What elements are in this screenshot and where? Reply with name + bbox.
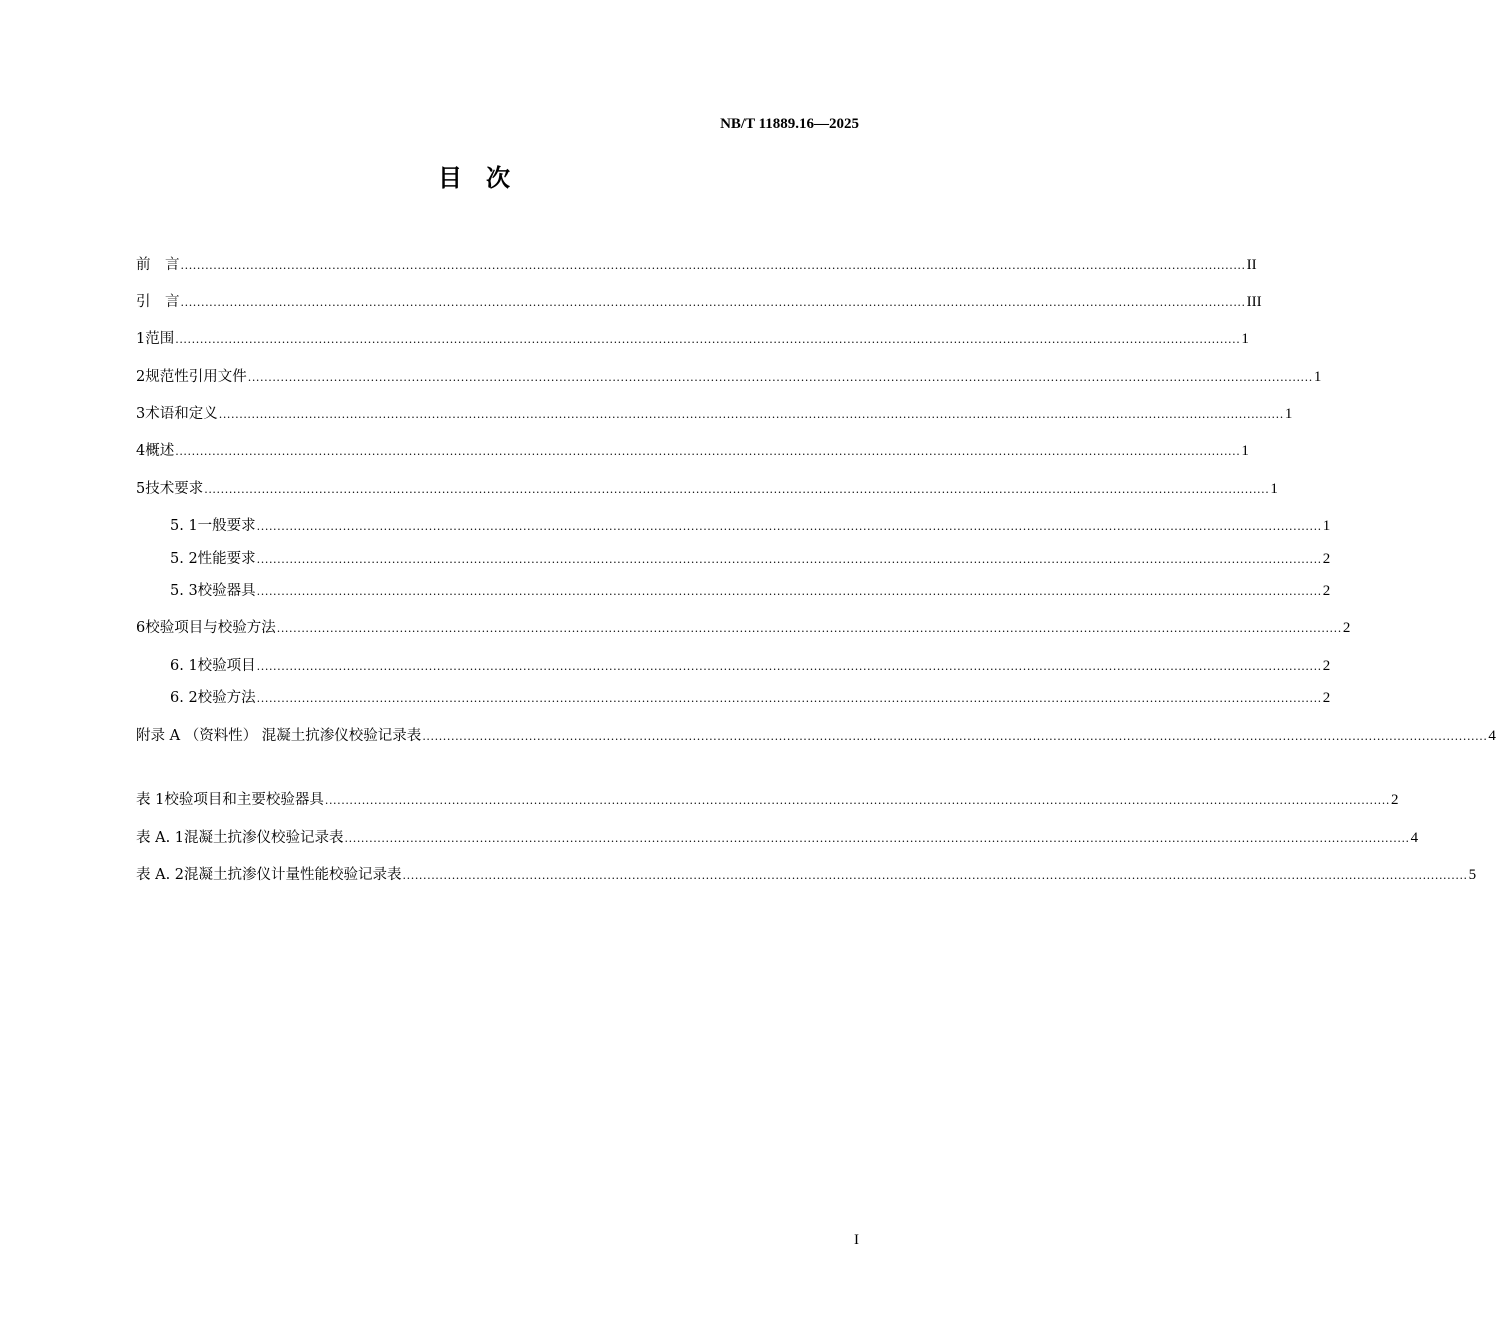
toc-leader: ....................................................................................................................................................................................................................................................................: [256, 520, 1322, 533]
toc-number: 表 A. 2: [136, 867, 185, 883]
toc-label: 概述: [145, 443, 175, 459]
toc-leader: ....................................................................................................................................................................................................................................................................: [180, 259, 1246, 272]
toc-label: 一般要求: [197, 518, 256, 534]
toc-entry-calibration-items[interactable]: [170, 655, 1331, 677]
toc-number: 5. 1: [170, 518, 198, 534]
toc-entry-general-requirements[interactable]: [170, 515, 1331, 537]
toc-label: 附录 A （资料性） 混凝土抗渗仪校验记录表: [136, 728, 422, 744]
toc-leader: ....................................................................................................................................................................................................................................................................: [422, 730, 1488, 743]
toc-number: 5. 3: [170, 583, 198, 599]
toc-leader: ....................................................................................................................................................................................................................................................................: [256, 692, 1322, 705]
toc-entry-normative-references[interactable]: [136, 366, 1322, 388]
toc-entry-performance-requirements[interactable]: [170, 548, 1331, 570]
toc-page: 4: [1410, 830, 1419, 846]
toc-leader: ....................................................................................................................................................................................................................................................................: [256, 553, 1322, 566]
toc-entry-technical-requirements[interactable]: [136, 478, 1278, 500]
toc-entry-calibration-items-methods[interactable]: [136, 617, 1351, 639]
page-number: I: [854, 1232, 859, 1248]
toc-page: 2: [1342, 620, 1351, 636]
toc-leader: ....................................................................................................................................................................................................................................................................: [256, 660, 1322, 673]
toc-page: 4: [1488, 728, 1496, 744]
toc-entry-appendix-a[interactable]: [136, 725, 1496, 747]
toc-entry-calibration-methods[interactable]: [170, 687, 1331, 709]
toc-entry-table-a2[interactable]: [136, 864, 1477, 886]
toc-label: 术语和定义: [145, 406, 218, 422]
toc-page: 1: [1270, 481, 1278, 497]
toc-number: 2: [136, 369, 146, 385]
toc-entry-table-1[interactable]: [136, 789, 1399, 811]
title-part-2: 次: [486, 164, 512, 192]
toc-number: 5. 2: [170, 551, 198, 567]
toc-page: 1: [1322, 518, 1331, 534]
toc-page: 1: [1241, 443, 1249, 459]
toc-label: 性能要求: [197, 551, 256, 567]
toc-number: 6: [136, 620, 146, 636]
toc-entry-terms[interactable]: [136, 403, 1293, 425]
toc-label: 校验器具: [197, 583, 256, 599]
toc-number: 表 1: [136, 792, 165, 808]
toc-label: 校验项目: [197, 658, 256, 674]
toc-number: 6. 2: [170, 690, 198, 706]
toc-leader: ....................................................................................................................................................................................................................................................................: [247, 371, 1313, 384]
toc-number: 表 A. 1: [136, 830, 185, 846]
toc-leader: ....................................................................................................................................................................................................................................................................: [344, 832, 1410, 845]
toc-label: 校验方法: [197, 690, 256, 706]
toc-number: 3: [136, 406, 146, 422]
toc-leader: ....................................................................................................................................................................................................................................................................: [324, 794, 1390, 807]
toc-page: 1: [1313, 369, 1322, 385]
toc-entry-introduction[interactable]: [136, 291, 1262, 313]
toc-page: 2: [1322, 583, 1331, 599]
toc-label: 前 言: [136, 257, 180, 273]
standard-code: NB/T 11889.16—2025: [720, 116, 859, 132]
toc-leader: ....................................................................................................................................................................................................................................................................: [218, 408, 1284, 421]
toc-page: 5: [1468, 867, 1477, 883]
toc-page: 2: [1390, 792, 1399, 808]
toc-label: 引 言: [136, 294, 180, 310]
toc-page: 2: [1322, 551, 1331, 567]
toc-leader: ....................................................................................................................................................................................................................................................................: [204, 483, 1270, 496]
toc-entry-calibration-instruments[interactable]: [170, 580, 1331, 602]
toc-page: 2: [1322, 690, 1331, 706]
toc-entry-table-a1[interactable]: [136, 827, 1419, 849]
toc-page: 2: [1322, 658, 1331, 674]
toc-label: 范围: [145, 331, 175, 347]
toc-entry-overview[interactable]: [136, 440, 1249, 462]
toc-label: 规范性引用文件: [145, 369, 247, 385]
toc-page: 1: [1284, 406, 1293, 422]
toc-entry-scope[interactable]: [136, 328, 1249, 350]
toc-label: 校验项目与校验方法: [145, 620, 276, 636]
toc-page: 1: [1241, 331, 1249, 347]
toc-leader: ....................................................................................................................................................................................................................................................................: [175, 445, 1241, 458]
toc-entry-foreword[interactable]: [136, 254, 1257, 276]
toc-number: 4: [136, 443, 146, 459]
toc-label: 校验项目和主要校验器具: [164, 792, 324, 808]
toc-leader: ....................................................................................................................................................................................................................................................................: [402, 869, 1468, 882]
toc-number: 5: [136, 481, 146, 497]
toc-leader: ....................................................................................................................................................................................................................................................................: [276, 622, 1342, 635]
toc-number: 1: [136, 331, 146, 347]
title-part-1: 目: [438, 164, 464, 192]
toc-page: II: [1246, 257, 1257, 273]
toc-leader: ....................................................................................................................................................................................................................................................................: [256, 585, 1322, 598]
toc-label: 混凝土抗渗仪校验记录表: [184, 830, 344, 846]
toc-page: III: [1246, 294, 1262, 310]
toc-leader: ....................................................................................................................................................................................................................................................................: [180, 296, 1246, 309]
page-title: [0, 158, 950, 193]
toc-label: 技术要求: [145, 481, 204, 497]
toc-number: 6. 1: [170, 658, 198, 674]
toc-label: 混凝土抗渗仪计量性能校验记录表: [184, 867, 402, 883]
toc-leader: ....................................................................................................................................................................................................................................................................: [175, 333, 1241, 346]
